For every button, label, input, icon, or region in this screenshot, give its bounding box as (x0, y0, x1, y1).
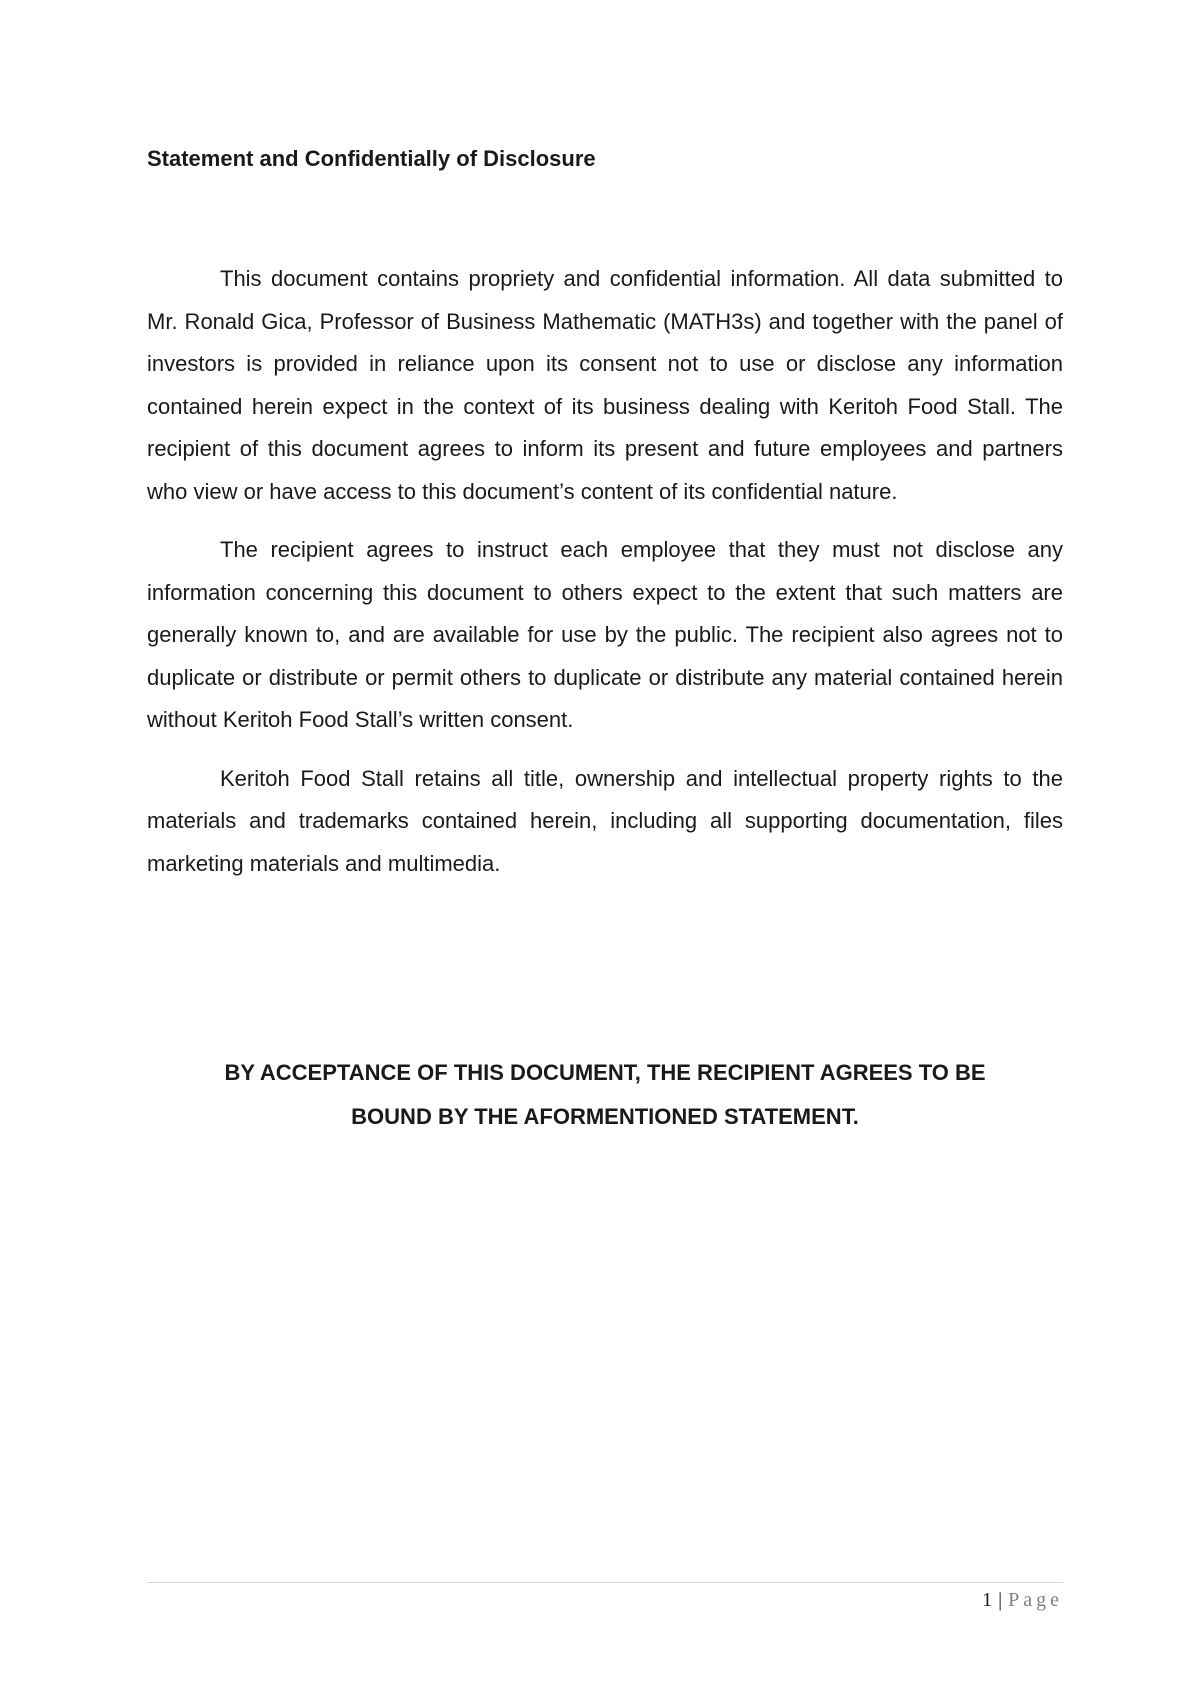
document-body (147, 258, 1063, 901)
paragraph-recipient-agreement: The recipient agrees to instruct each employee that they must not disclose any information concerning this document to others expect to the extent that such matters are generally known to, and are available for use by the public. The recipient also agrees not to duplicate or distribute or permit others to duplicate or distribute any material contained herein without Keritoh Food Stall’s written consent. (147, 537, 1063, 732)
footer-separator: | (998, 1589, 1003, 1611)
closing-statement-line-2: BOUND BY THE AFORMENTIONED STATEMENT. (351, 1104, 859, 1129)
closing-statement (147, 1051, 1063, 1139)
page-label: Page (1008, 1589, 1063, 1611)
document-title: Statement and Confidentially of Disclosure (147, 146, 596, 171)
page-number: 1 (982, 1589, 993, 1611)
closing-statement-line-1: BY ACCEPTANCE OF THIS DOCUMENT, THE RECIPIENT AGREES TO BE (224, 1060, 986, 1085)
paragraph-ownership-rights: Keritoh Food Stall retains all title, ownership and intellectual property rights to the materials and trademarks contained herein, including all supporting documentation, files marketing materials and multimedia. (147, 765, 1063, 876)
footer-divider (147, 1582, 1063, 1583)
paragraph-confidential-info: This document contains propriety and confidential information. All data submitted to Mr. Ronald Gica, Professor of Business Mathematic (MATH3s) and together with the panel of investors is provided in reliance upon its consent not to use or disclose any information contained herein expect in the context of its business dealing with Keritoh Food Stall. The recipient of this document agrees to inform its present and future employees and partners who view or have access to this document’s content of its confidential nature. (147, 266, 1063, 504)
page-footer (982, 1589, 1063, 1612)
